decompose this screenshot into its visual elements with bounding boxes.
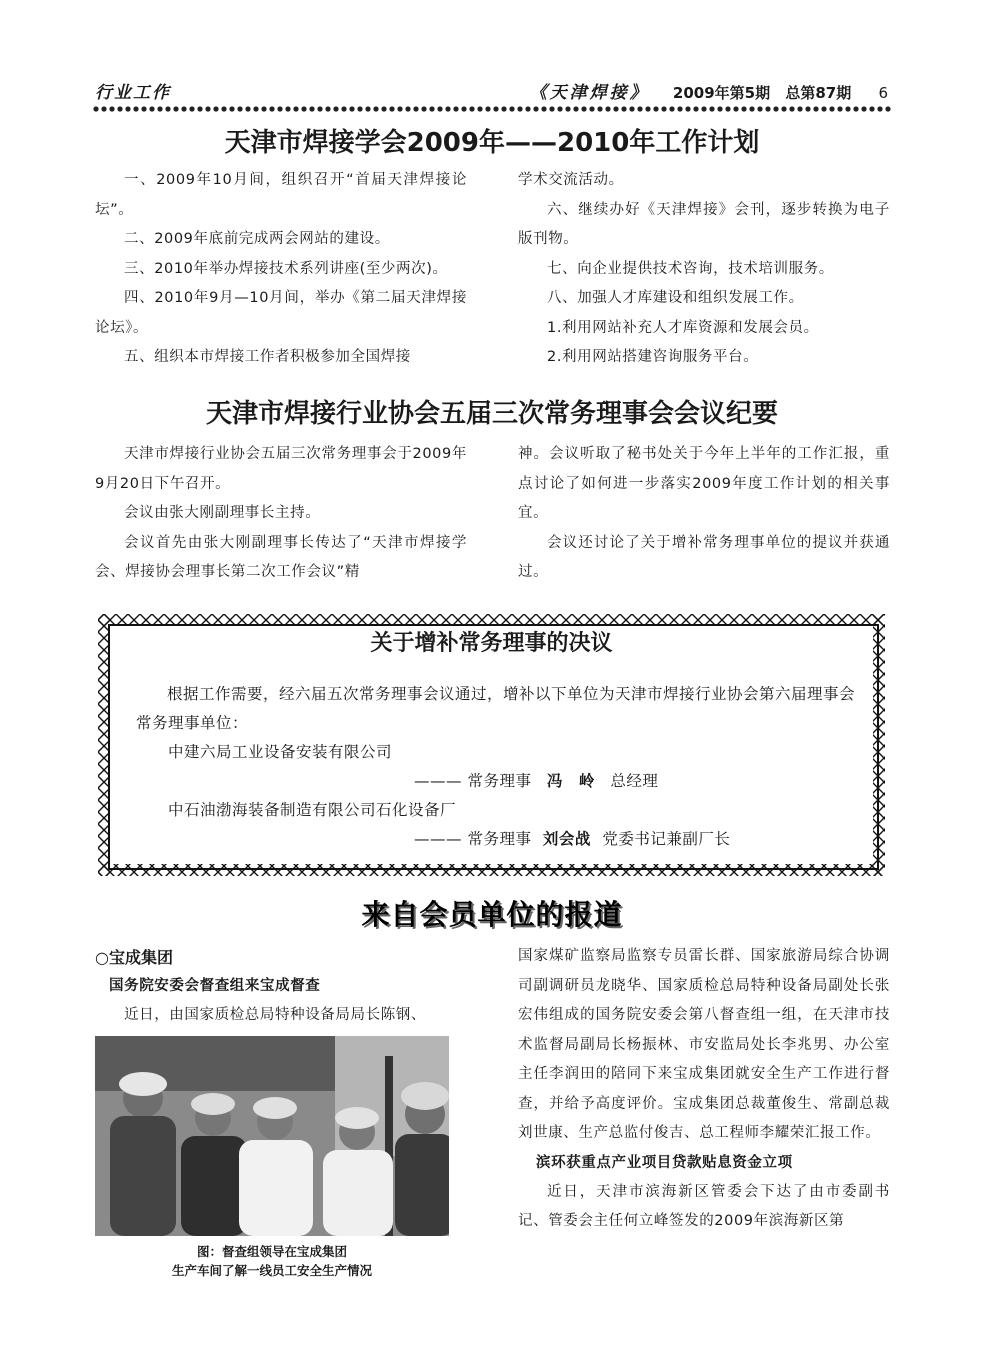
caption-line: 生产车间了解一线员工安全生产情况 bbox=[171, 1263, 372, 1278]
section-label: 行业工作 bbox=[95, 83, 171, 103]
reports-left-column bbox=[95, 972, 467, 1031]
caption-line: 图：督查组领导在宝成集团 bbox=[196, 1244, 347, 1259]
member-name: 刘会战 bbox=[542, 830, 591, 848]
member-org: 中石油渤海装备制造有限公司石化设备厂 bbox=[168, 801, 457, 819]
paragraph: 会议还讨论了关于增补常务理事单位的提议并获通过。 bbox=[518, 534, 890, 580]
paragraph: 五、组织本市焊接工作者积极参加全国焊接 bbox=[124, 349, 411, 365]
paragraph: 会议由张大刚副理事长主持。 bbox=[124, 505, 321, 521]
resolution-title: 关于增补常务理事的决议 bbox=[370, 631, 613, 656]
paragraph: 近日，由国家质检总局特种设备局局长陈钢、 bbox=[124, 1007, 426, 1023]
member-title: 党委书记兼副厂长 bbox=[602, 830, 731, 848]
reports-right-column bbox=[518, 942, 890, 1237]
paragraph: 会议首先由张大刚副理事长传达了“天津市焊接学会、焊接协会理事长第二次工作会议”精 bbox=[95, 534, 467, 580]
paragraph: 1.利用网站补充人才库资源和发展会员。 bbox=[547, 319, 819, 336]
paragraph: 四、2010年9月—10月间，举办《第二届天津焊接论坛》。 bbox=[95, 290, 467, 336]
member-name: 冯 岭 bbox=[546, 772, 595, 790]
paragraph: 一、2009年10月间，组织召开“首届天津焊接论坛”。 bbox=[95, 172, 467, 218]
group-heading: ○宝成集团 bbox=[95, 948, 173, 967]
header-divider bbox=[92, 104, 892, 114]
article1-title: 天津市焊接学会2009年——2010年工作计划 bbox=[224, 128, 760, 158]
paragraph: 国家煤矿监察局监察专员雷长群、国家旅游局综合协调司副调研员龙晓华、国家质检总局特种设备局副处长张宏伟组成的国务院安委会第八督查组一组，在天津市技术监督局副局长杨振林、市安监局处长李兆男、办公室主任李润田的陪同下来宝成集团就安全生产工作进行督查，并给予高度评价。宝成集团总裁董俊生、常副总裁刘世康、生产总监付俊吉、总工程师李耀荣汇报工作。 bbox=[518, 948, 890, 1141]
total-issue: 总第87期 bbox=[785, 84, 852, 102]
photo bbox=[95, 1036, 449, 1236]
paragraph: 学术交流活动。 bbox=[518, 172, 624, 188]
member-role: 常务理事 bbox=[467, 772, 532, 790]
member-title: 总经理 bbox=[610, 772, 659, 790]
member-role: 常务理事 bbox=[467, 830, 532, 848]
paragraph: 八、加强人才库建设和组织发展工作。 bbox=[547, 290, 804, 306]
article2-left-column bbox=[95, 440, 467, 588]
member-org: 中建六局工业设备安装有限公司 bbox=[168, 743, 393, 761]
article1-left-column bbox=[95, 166, 467, 373]
resolution-body bbox=[136, 680, 856, 854]
dash: ——— bbox=[414, 830, 462, 848]
paragraph: 天津市焊接行业协会五届三次常务理事会于2009年9月20日下午召开。 bbox=[95, 446, 467, 492]
paragraph: 2.利用网站搭建咨询服务平台。 bbox=[547, 349, 759, 365]
issue-number: 2009年第5期 bbox=[672, 84, 771, 102]
article2-title: 天津市焊接行业协会五届三次常务理事会会议纪要 bbox=[205, 399, 778, 429]
paragraph: 六、继续办好《天津焊接》会刊，逐步转换为电子版刊物。 bbox=[518, 201, 890, 247]
page-number: 6 bbox=[878, 84, 888, 102]
issue-info bbox=[530, 78, 888, 103]
dash: ——— bbox=[414, 772, 462, 790]
paragraph: 近日，天津市滨海新区管委会下达了由市委副书记、管委会主任何立峰签发的2009年滨海新区第 bbox=[518, 1183, 890, 1229]
journal-name: 《天津焊接》 bbox=[529, 83, 650, 103]
member-signature bbox=[136, 825, 856, 854]
paragraph: 二、2009年底前完成两会网站的建设。 bbox=[124, 231, 390, 247]
photo-caption bbox=[95, 1242, 449, 1280]
member-signature bbox=[136, 767, 856, 796]
paragraph: 七、向企业提供技术咨询，技术培训服务。 bbox=[547, 260, 834, 277]
subheading: 滨环获重点产业项目贷款贴息资金立项 bbox=[536, 1154, 793, 1171]
article1-right-column bbox=[518, 166, 890, 373]
subheading: 国务院安委会督查组来宝成督查 bbox=[109, 978, 321, 994]
article2-right-column bbox=[518, 440, 890, 588]
workers-photo-illustration bbox=[95, 1036, 449, 1236]
paragraph: 三、2010年举办焊接技术系列讲座(至少两次)。 bbox=[124, 260, 448, 277]
paragraph: 神。会议听取了秘书处关于今年上半年的工作汇报，重点讨论了如何进一步落实2009年度工作计划的相关事宜。 bbox=[518, 446, 890, 521]
reports-title: 来自会员单位的报道 bbox=[361, 898, 623, 931]
resolution-intro: 根据工作需要，经六届五次常务理事会议通过，增补以下单位为天津市焊接行业协会第六届理事会常务理事单位： bbox=[136, 685, 856, 732]
